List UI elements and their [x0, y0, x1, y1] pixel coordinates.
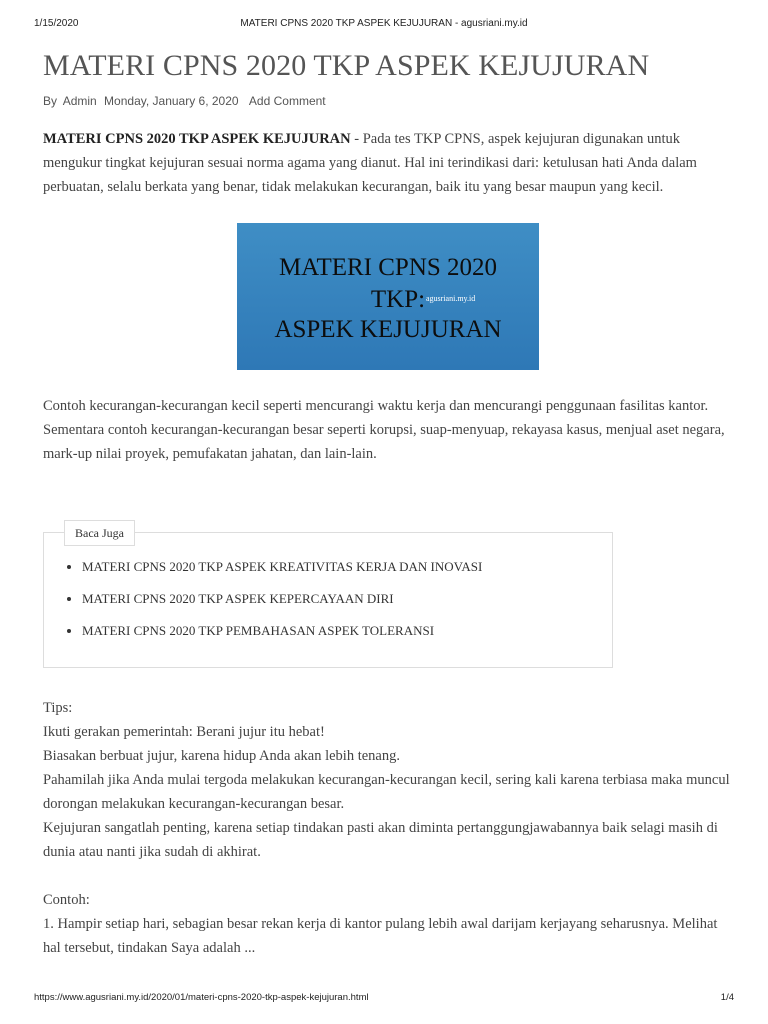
intro-text: - Pada tes TKP CPNS, aspek kejujuran digunakan untuk mengukur tingkat kejujuran sesuai norma agama yang dianut. Hal ini terindikasi dari: ketulusan hati Anda dalam perbuatan, selalu berkata yang benar, tidak melakukan kecurangan, baik itu yang besar maupun yang kecil.: [43, 131, 697, 195]
tips-heading: Tips:: [43, 700, 73, 716]
tips-line: Ikuti gerakan pemerintah: Berani jujur itu hebat!: [43, 724, 325, 740]
print-page-title: MATERI CPNS 2020 TKP ASPEK KEJUJURAN - agusriani.my.id: [240, 18, 528, 29]
banner-line-3: ASPEK KEJUJURAN: [274, 316, 502, 343]
contoh-heading: Contoh:: [43, 892, 90, 908]
banner-line-1: MATERI CPNS 2020: [278, 254, 498, 281]
print-footer: [34, 992, 734, 1006]
post-meta: [43, 94, 733, 110]
article-banner-image: [237, 223, 539, 370]
contoh-question: 1. Hampir setiap hari, sebagian besar rekan kerja di kantor pulang lebih awal darijam kerjayang seharusnya. Melihat hal tersebut, tindakan Saya adalah ...: [43, 916, 718, 956]
baca-juga-item: [82, 591, 482, 607]
post-date: Monday, January 6, 2020: [104, 94, 239, 108]
banner-line-2-wrap: [237, 285, 539, 315]
post-meta-by-label: By: [43, 94, 58, 108]
print-date: 1/15/2020: [34, 18, 79, 29]
add-comment-link[interactable]: Add Comment: [248, 94, 326, 108]
print-header: [34, 18, 734, 32]
article: [43, 48, 733, 960]
baca-juga-link-kreativitas[interactable]: MATERI CPNS 2020 TKP ASPEK KREATIVITAS KERJA DAN INOVASI: [82, 559, 483, 574]
paragraph-examples: Contoh kecurangan-kecurangan kecil seperti mencurangi waktu kerja dan mencurangi penggunaan fasilitas kantor. Sementara contoh kecurangan-kecurangan besar seperti korupsi, suap-menyuap, rekayasa kasus, menjual aset negara, mark-up nilai proyek, pemufakatan jahatan, dan lain-lain.: [43, 398, 725, 462]
baca-juga-label: Baca Juga: [64, 520, 135, 546]
intro-paragraph: [43, 127, 733, 199]
baca-juga-item: [82, 623, 482, 639]
baca-juga-box: [43, 526, 613, 668]
baca-juga-link-toleransi[interactable]: MATERI CPNS 2020 TKP PEMBAHASAN ASPEK TOLERANSI: [82, 623, 435, 638]
tips-line: Kejujuran sangatlah penting, karena setiap tindakan pasti akan diminta pertanggungjawabannya baik selagi masih di dunia atau nanti jika sudah di akhirat.: [43, 820, 718, 860]
banner-watermark: agusriani.my.id: [426, 294, 476, 303]
banner-wrapper: [43, 223, 733, 370]
baca-juga-link-kepercayaan-diri[interactable]: MATERI CPNS 2020 TKP ASPEK KEPERCAYAAN DIRI: [82, 591, 394, 606]
print-url: https://www.agusriani.my.id/2020/01/materi-cpns-2020-tkp-aspek-kejujuran.html: [34, 992, 369, 1003]
post-author-link[interactable]: Admin: [62, 94, 97, 108]
tips-line: Biasakan berbuat jujur, karena hidup Anda akan lebih tenang.: [43, 748, 400, 764]
banner-line-2: TKP:: [370, 286, 426, 313]
print-page-number: 1/4: [720, 992, 734, 1003]
baca-juga-list: [64, 559, 482, 655]
intro-bold-title: MATERI CPNS 2020 TKP ASPEK KEJUJURAN: [43, 131, 351, 147]
tips-section: [43, 696, 733, 864]
baca-juga-item: [82, 559, 482, 575]
tips-line: Pahamilah jika Anda mulai tergoda melakukan kecurangan-kecurangan kecil, sering kali karena terbiasa maka muncul dorongan melakukan kecurangan-kecurangan besar.: [43, 772, 730, 812]
post-title: MATERI CPNS 2020 TKP ASPEK KEJUJURAN: [43, 49, 650, 82]
contoh-section: [43, 888, 733, 960]
